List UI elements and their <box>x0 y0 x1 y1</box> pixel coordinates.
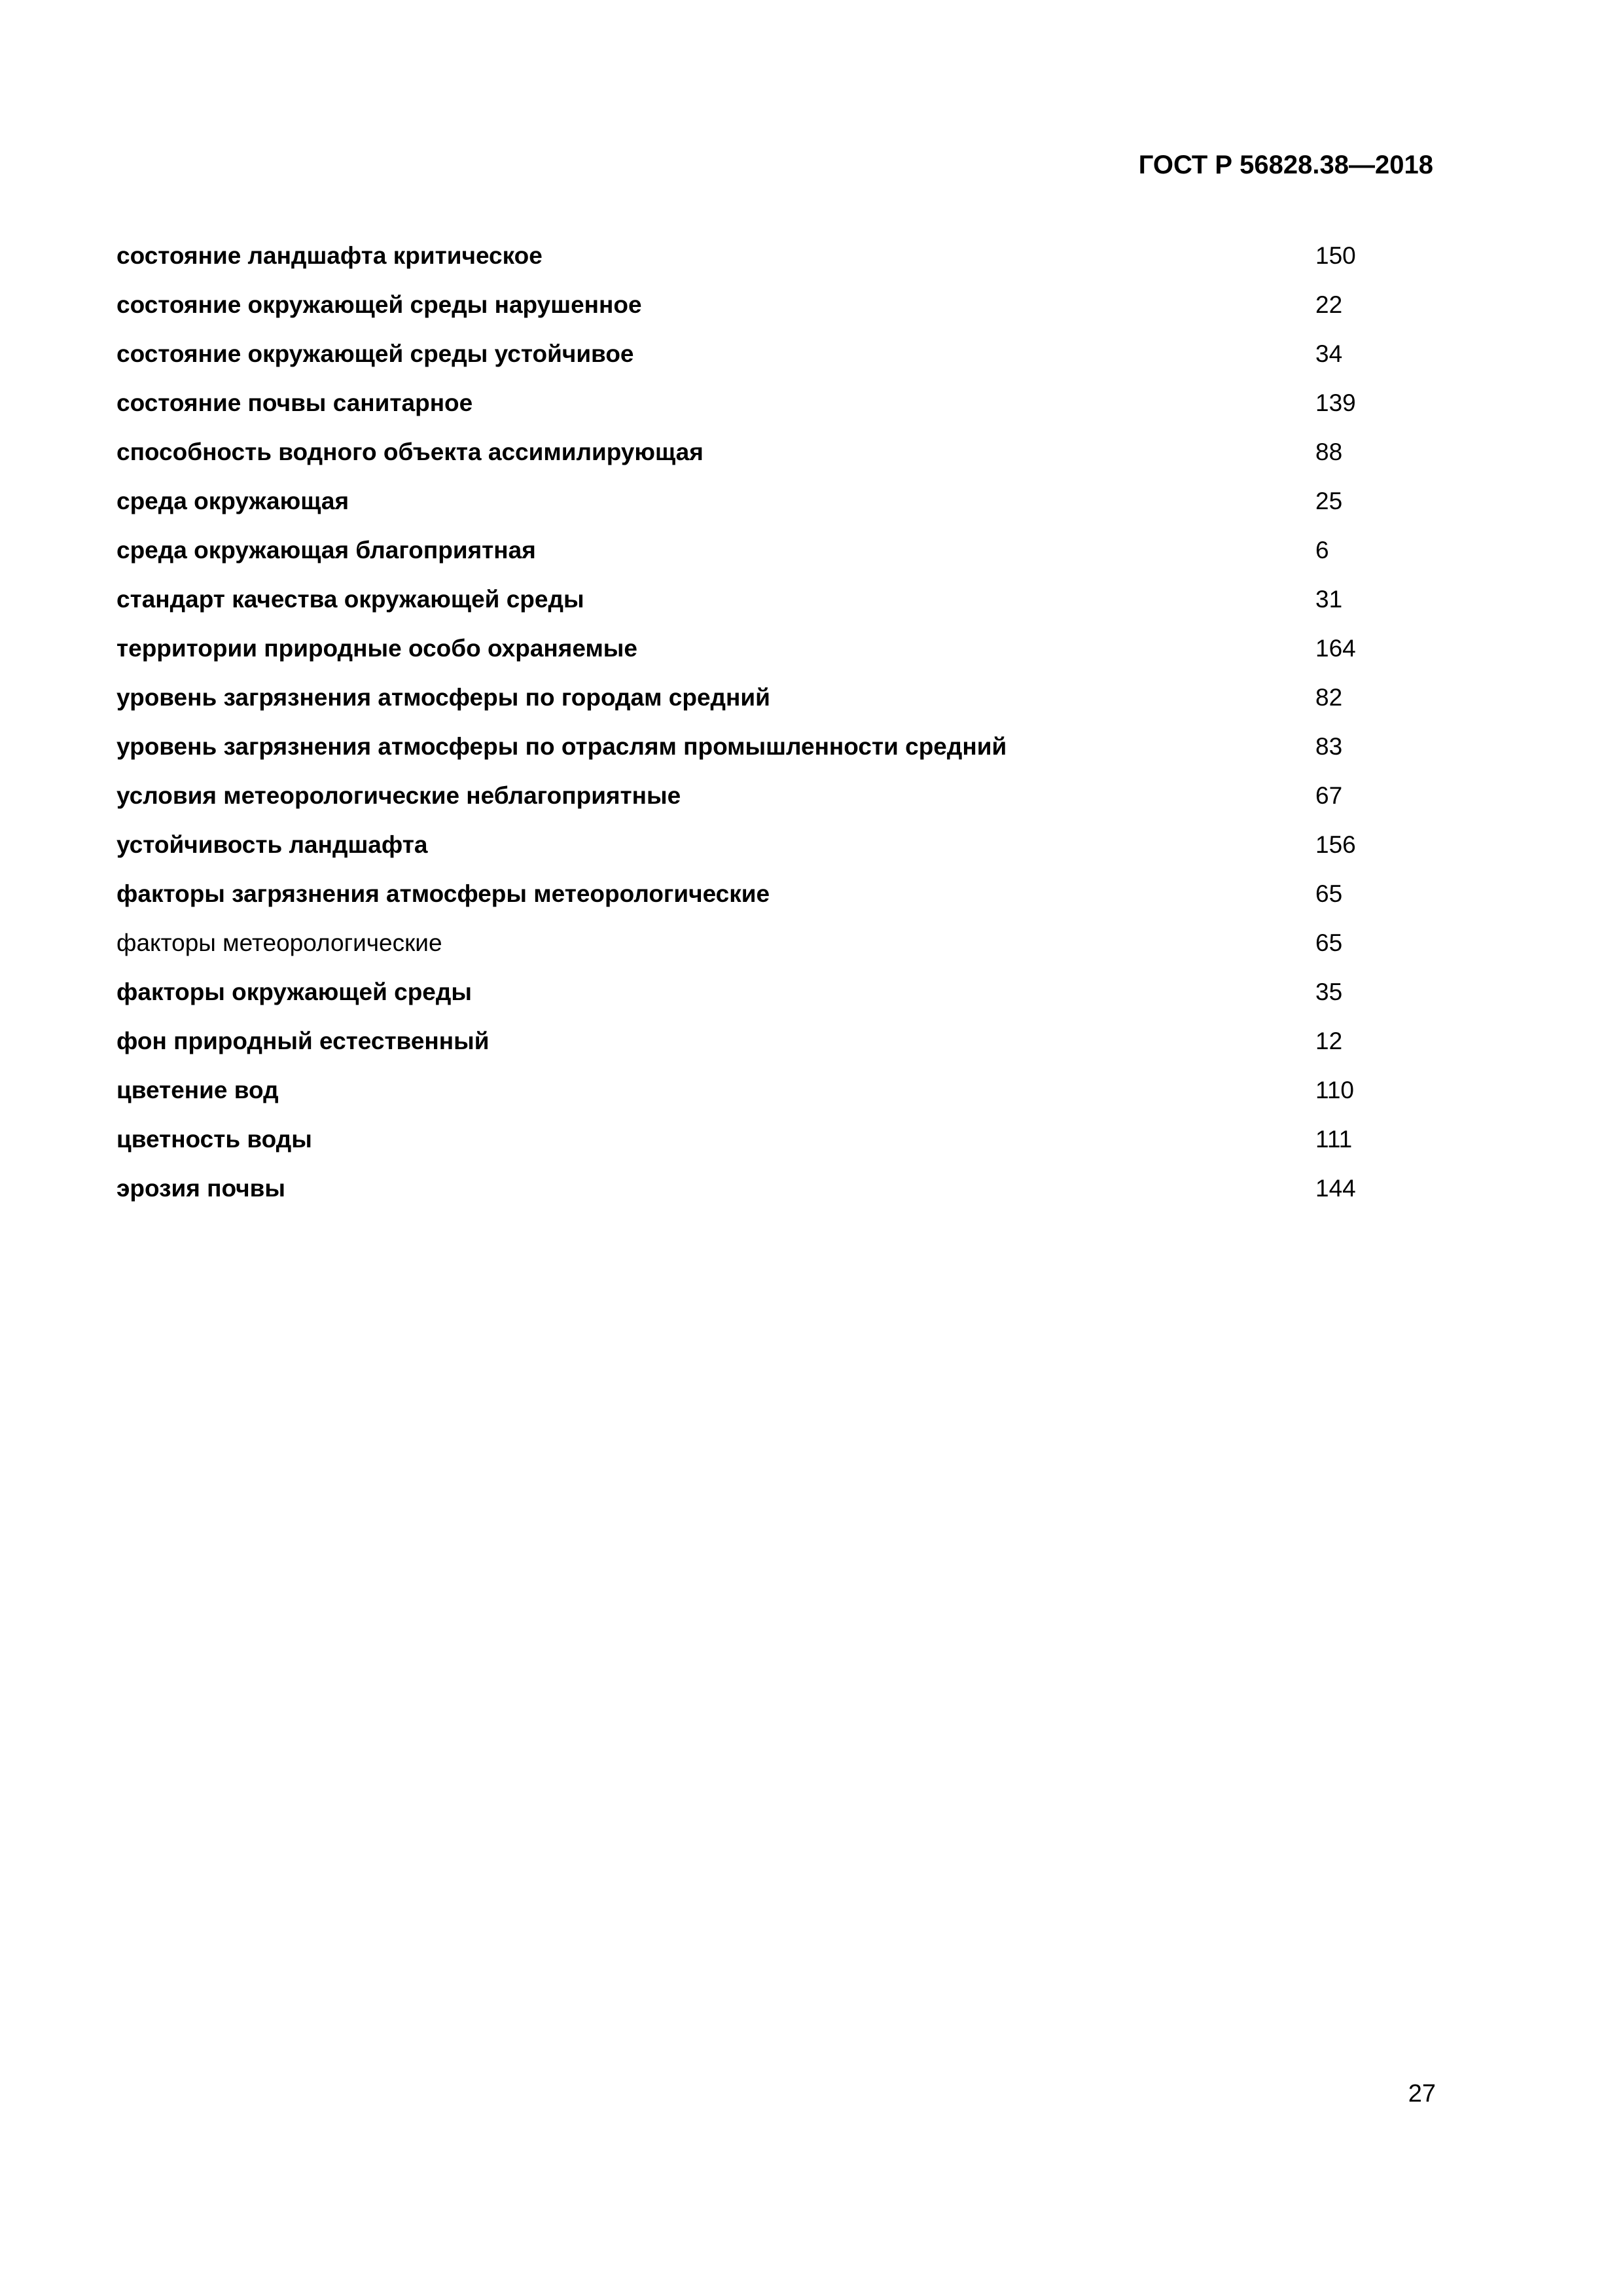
index-term: цветность воды <box>116 1126 312 1153</box>
index-term: территории природные особо охраняемые <box>116 635 637 662</box>
index-entry <box>116 633 1393 682</box>
index-entry <box>116 927 1393 977</box>
index-page-ref: 139 <box>1315 389 1356 416</box>
index-page-ref: 110 <box>1315 1077 1354 1103</box>
index-entry <box>116 387 1393 437</box>
index-page-ref: 31 <box>1315 586 1343 613</box>
index-page-ref: 83 <box>1315 733 1343 760</box>
index-page-ref: 144 <box>1315 1175 1356 1202</box>
index-term: состояние окружающей среды нарушенное <box>116 291 642 318</box>
index-page-ref: 67 <box>1315 782 1343 809</box>
index-term: уровень загрязнения атмосферы по отраслям промышленности средний <box>116 733 1007 760</box>
index-entry <box>116 338 1393 387</box>
index-term: факторы метеорологические <box>116 929 442 956</box>
index-entry <box>116 437 1393 486</box>
index-page-ref: 156 <box>1315 831 1356 858</box>
index-page-ref: 150 <box>1315 242 1356 269</box>
index-entry <box>116 780 1393 829</box>
alphabetical-index <box>116 240 1393 1222</box>
index-term: состояние почвы санитарное <box>116 389 473 416</box>
index-page-ref: 65 <box>1315 929 1343 956</box>
index-entry <box>116 682 1393 731</box>
index-page-ref: 34 <box>1315 340 1343 367</box>
index-entry <box>116 829 1393 878</box>
index-page-ref: 164 <box>1315 635 1356 662</box>
index-term: состояние ландшафта критическое <box>116 242 543 269</box>
page-number: 27 <box>1408 2080 1436 2108</box>
index-page-ref: 35 <box>1315 978 1343 1005</box>
index-page-ref: 25 <box>1315 488 1343 514</box>
index-entry <box>116 731 1393 780</box>
index-entry <box>116 240 1393 289</box>
index-entry <box>116 977 1393 1026</box>
index-term: цветение вод <box>116 1077 279 1103</box>
index-entry <box>116 289 1393 338</box>
index-term: среда окружающая благоприятная <box>116 537 536 564</box>
index-page-ref: 111 <box>1315 1126 1353 1153</box>
index-entry <box>116 1124 1393 1173</box>
index-term: состояние окружающей среды устойчивое <box>116 340 634 367</box>
index-entry <box>116 584 1393 633</box>
index-term: способность водного объекта ассимилирующая <box>116 439 704 465</box>
index-page-ref: 6 <box>1315 537 1329 564</box>
index-entry <box>116 486 1393 535</box>
index-entry <box>116 1075 1393 1124</box>
index-entry <box>116 1026 1393 1075</box>
index-page-ref: 65 <box>1315 880 1343 907</box>
index-term: стандарт качества окружающей среды <box>116 586 584 613</box>
index-entry <box>116 1173 1393 1222</box>
index-entry <box>116 535 1393 584</box>
index-term: факторы окружающей среды <box>116 978 472 1005</box>
document-code: ГОСТ Р 56828.38—2018 <box>1138 151 1433 179</box>
index-term: фон природный естественный <box>116 1028 490 1054</box>
index-page-ref: 82 <box>1315 684 1343 711</box>
index-term: среда окружающая <box>116 488 349 514</box>
index-page-ref: 12 <box>1315 1028 1343 1054</box>
index-term: факторы загрязнения атмосферы метеорологические <box>116 880 770 907</box>
index-page-ref: 22 <box>1315 291 1343 318</box>
index-page-ref: 88 <box>1315 439 1343 465</box>
index-entry <box>116 878 1393 927</box>
index-term: эрозия почвы <box>116 1175 286 1202</box>
index-term: уровень загрязнения атмосферы по городам средний <box>116 684 770 711</box>
index-term: устойчивость ландшафта <box>116 831 428 858</box>
index-term: условия метеорологические неблагоприятные <box>116 782 681 809</box>
